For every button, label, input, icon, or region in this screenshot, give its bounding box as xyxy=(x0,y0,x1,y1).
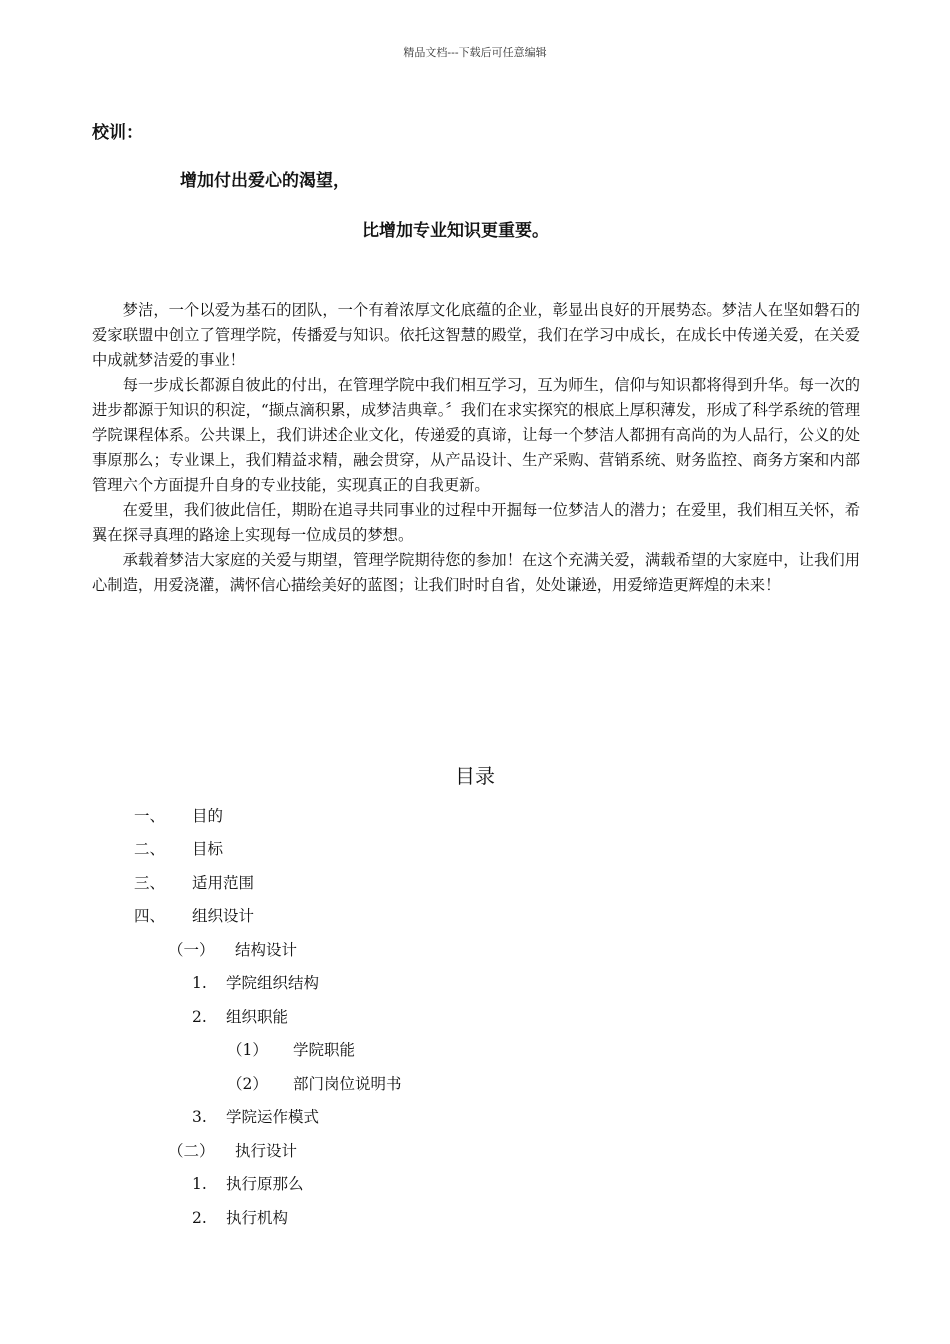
toc-item-number: （1） xyxy=(227,1041,268,1059)
toc-item-label: 结构设计 xyxy=(235,941,298,959)
toc-item-label: 学院运作模式 xyxy=(226,1108,320,1126)
toc-item-number: 三、 xyxy=(134,874,166,892)
toc-title: 目录 xyxy=(455,764,495,788)
toc-item-label: 执行机构 xyxy=(226,1209,289,1227)
toc-item-label: 目的 xyxy=(192,807,224,825)
page-header: 精品文档---下载后可任意编辑 xyxy=(403,46,547,59)
toc-item-label: 部门岗位说明书 xyxy=(293,1075,402,1093)
motto-label: 校训： xyxy=(92,123,143,143)
motto-line-1: 增加付出爱心的渴望， xyxy=(180,171,350,191)
toc-item-label: 学院组织结构 xyxy=(226,974,320,992)
intro-body xyxy=(92,298,860,598)
toc-item-number: （一） xyxy=(168,941,215,959)
paragraph: 梦洁，一个以爱为基石的团队，一个有着浓厚文化底蕴的企业，彰显出良好的开展势态。梦洁人在坚如磐石的爱家联盟中创立了管理学院，传播爱与知识。依托这智慧的殿堂，我们在学习中成长，在成长中传递关爱，在关爱中成就梦洁爱的事业！ xyxy=(92,301,860,369)
toc-item-label: 学院职能 xyxy=(293,1041,356,1059)
toc-item-number: 3. xyxy=(192,1108,207,1126)
toc-item-number: 1. xyxy=(192,1175,207,1193)
toc-item-number: 2. xyxy=(192,1008,207,1026)
motto-line-2: 比增加专业知识更重要。 xyxy=(362,221,549,241)
toc-item-number: 1. xyxy=(192,974,207,992)
toc-item-label: 执行原那么 xyxy=(226,1175,304,1193)
toc-item-number: 四、 xyxy=(134,907,166,925)
toc-item-label: 组织职能 xyxy=(226,1008,289,1026)
paragraph: 每一步成长都源自彼此的付出，在管理学院中我们相互学习，互为师生，信仰与知识都将得到升华。每一次的进步都源于知识的积淀，“撷点滴积累，成梦洁典章。〞我们在求实探究的根底上厚积薄发，形成了科学系统的管理学院课程体系。公共课上，我们讲述企业文化，传递爱的真谛，让每一个梦洁人都拥有高尚的为人品行，公义的处事原那么；专业课上，我们精益求精，融会贯穿，从产品设计、生产采购、营销系统、财务监控、商务方案和内部管理六个方面提升自身的专业技能，实现真正的自我更新。 xyxy=(92,376,860,494)
toc-item-number: （二） xyxy=(168,1142,215,1160)
paragraph: 承载着梦洁大家庭的关爱与期望，管理学院期待您的参加！在这个充满关爱，满载希望的大家庭中，让我们用心制造，用爱浇灌，满怀信心描绘美好的蓝图；让我们时时自省，处处谦逊，用爱缔造更辉煌的未来！ xyxy=(92,551,860,594)
toc-item-label: 执行设计 xyxy=(235,1142,298,1160)
toc-item-label: 适用范围 xyxy=(192,874,255,892)
toc-item-number: 一、 xyxy=(134,807,166,825)
toc-item-label: 目标 xyxy=(192,840,224,858)
toc-item-label: 组织设计 xyxy=(192,907,255,925)
paragraph: 在爱里，我们彼此信任，期盼在追寻共同事业的过程中开掘每一位梦洁人的潜力；在爱里，我们相互关怀，希翼在探寻真理的路途上实现每一位成员的梦想。 xyxy=(92,501,860,544)
toc-item-number: 二、 xyxy=(134,840,166,858)
toc-item-number: 2. xyxy=(192,1209,207,1227)
toc-item-number: （2） xyxy=(227,1075,268,1093)
